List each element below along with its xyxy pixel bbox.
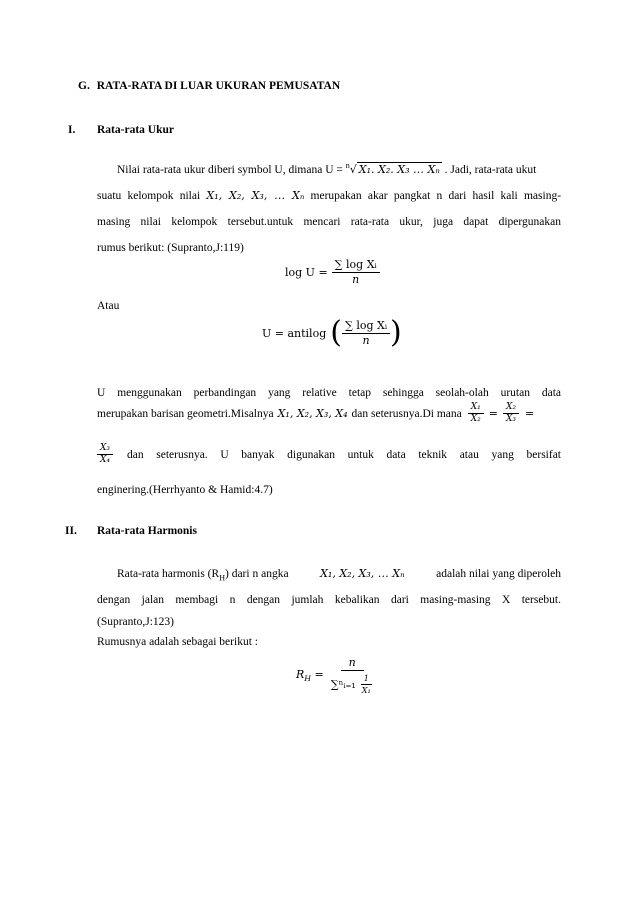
fraction-denominator: X₃ [505, 414, 516, 424]
root-index: n [345, 161, 350, 170]
paragraph-1-line-2 [97, 183, 561, 209]
paragraph-text: Nilai rata-rata ukur diberi symbol U, dimana U = [117, 163, 343, 176]
section-1-title: Rata-rata Ukur [97, 124, 174, 136]
paragraph-2-line-1: U menggunakan perbandingan yang relative tetap sehingga seolah-olah urutan data [97, 387, 561, 399]
formula-denominator: n [352, 273, 360, 286]
root-body: X₁. X₂. X₃ … Xₙ [358, 162, 440, 176]
formula-harmonic [296, 656, 377, 696]
formula-fraction [328, 656, 377, 696]
paragraph-2-line-4: enginering.(Herrhyanto & Hamid:4.7) [97, 484, 273, 496]
formula-numerator: ∑ log Xᵢ [342, 319, 390, 334]
formula-fraction [342, 319, 390, 348]
ratio-fraction-2 [503, 402, 519, 425]
formula-log-u [285, 258, 380, 287]
ratio-fraction-1 [468, 402, 484, 425]
math-vars: X₁, X₂, X₃, … Xₙ [206, 189, 305, 202]
paragraph-2-line-2 [97, 402, 561, 425]
formula-numerator: ∑ log Xᵢ [332, 258, 380, 273]
section-2-title: Rata-rata Harmonis [97, 525, 197, 537]
paragraph-text: suatu kelompok nilai [97, 190, 201, 202]
harmonic-paragraph-line-1 [117, 567, 561, 582]
section-g-heading [78, 80, 340, 92]
nth-root-expression: $^n$√ X₁. X₂. X₃ … Xₙ [345, 161, 440, 176]
harmonic-paragraph-line-4: Rumusnya adalah sebagai berikut : [97, 636, 258, 648]
formula-lhs: $R_H$ = [296, 668, 324, 684]
harmonic-paragraph-line-2: dengan jalan membagi n dengan jumlah kebalikan dari masing-masing X tersebut. [97, 594, 561, 606]
ratio-fraction-3 [97, 443, 113, 466]
fraction-numerator: 1 [361, 673, 372, 685]
paragraph-text: merupakan akar pangkat n dari hasil kali masing- [310, 190, 562, 202]
section-g-title: RATA-RATA DI LUAR UKURAN PEMUSATAN [96, 80, 341, 92]
formula-lhs: U = antilog [262, 326, 327, 340]
fraction-denominator: X₁ [361, 686, 371, 695]
paragraph-1-line-4: rumus berikut: (Supranto,J:119) [97, 242, 244, 254]
paragraph-1-line-1 [117, 161, 536, 176]
equals-sign: = [488, 407, 498, 420]
fraction-numerator: X₂ [503, 402, 519, 414]
equals-sign: = [524, 407, 535, 420]
right-paren: ) [390, 315, 402, 350]
fraction-numerator: X₃ [97, 443, 113, 455]
paragraph-text: adalah nilai yang diperoleh [436, 568, 561, 580]
subscript: H [219, 573, 225, 583]
reciprocal-fraction [359, 673, 374, 696]
formula-fraction [332, 258, 380, 287]
paragraph-text: dan seterusnya. U banyak digunakan untuk data teknik atau yang bersifat [127, 448, 561, 461]
formula-denominator: n [362, 333, 370, 347]
paragraph-text: dan seterusnya.Di mana [351, 407, 462, 420]
fraction-denominator: X₂ [470, 414, 481, 424]
math-vars: X₁, X₂, X₃, … Xₙ [320, 567, 405, 580]
paragraph-text: merupakan barisan geometri.Misalnya [97, 407, 274, 420]
fraction-denominator: X₄ [100, 455, 111, 465]
paragraph-text: . Jadi, rata-rata ukut [444, 163, 537, 176]
harmonic-paragraph-line-3: (Supranto,J:123) [97, 616, 174, 628]
paragraph-2-line-3 [97, 443, 561, 466]
section-1-number: I. [68, 124, 76, 136]
fraction-numerator: X₁ [468, 402, 484, 414]
math-vars: X₁, X₂, X₃, X₄ [277, 407, 348, 420]
formula-numerator: n [341, 656, 364, 671]
formula-lhs: log U = [285, 266, 328, 279]
atau-label: Atau [97, 300, 120, 312]
formula-antilog [262, 315, 402, 350]
paragraph-text: Rata-rata harmonis (R [117, 568, 220, 580]
left-paren: ( [330, 315, 342, 350]
paragraph-1-line-3: masing nilai kelompok tersebut.untuk mencari rata-rata ukur, juga dapat dipergunakan [97, 216, 561, 228]
section-g-number: G. [78, 80, 90, 92]
section-2-number: II. [65, 525, 77, 537]
formula-denominator [328, 671, 377, 696]
summation-symbol: ∑ⁿᵢ₌₁ [330, 677, 356, 691]
paragraph-text: ) dari n angka [225, 568, 289, 580]
